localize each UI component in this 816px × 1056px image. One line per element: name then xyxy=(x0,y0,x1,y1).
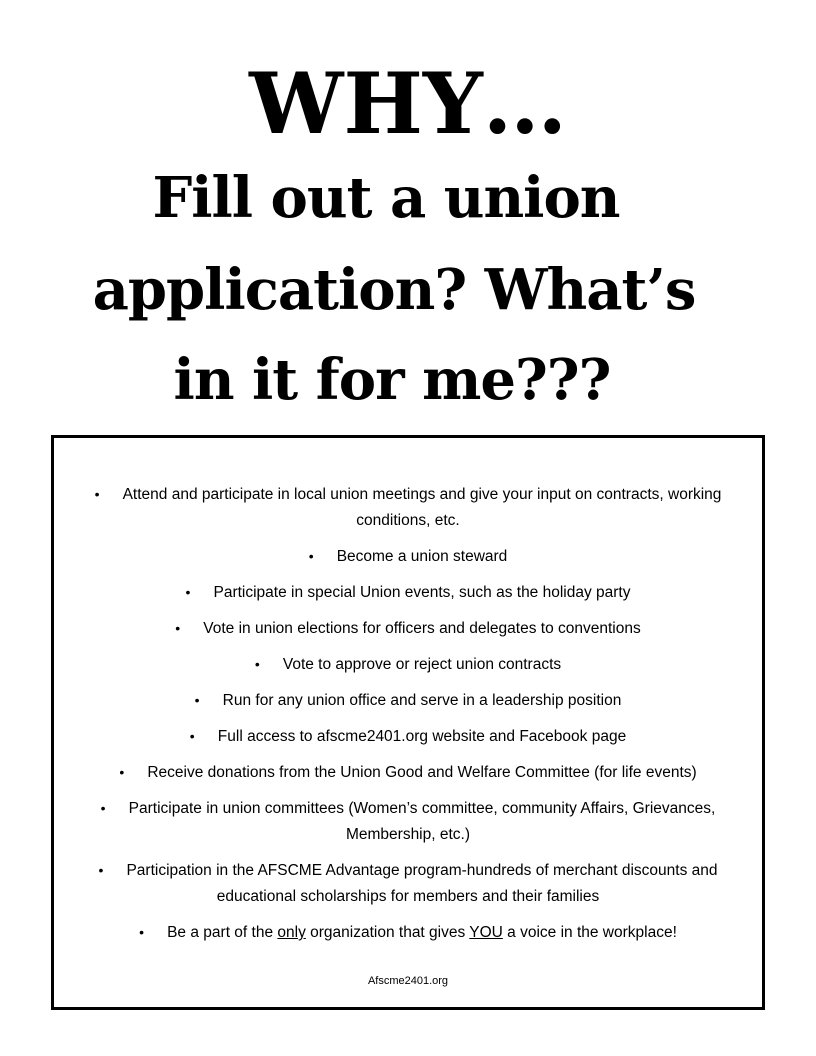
benefits-box xyxy=(51,435,765,1010)
headline-line-2: application? What’s xyxy=(92,257,696,323)
bullet-icon: • xyxy=(100,800,106,816)
bullet-icon: • xyxy=(308,548,314,564)
benefit-text: Participation in the AFSCME Advantage program-hundreds of merchant discounts and educational scholarships for members and their families xyxy=(126,862,718,905)
benefit-text: Receive donations from the Union Good and Welfare Committee (for life events) xyxy=(147,764,697,781)
benefit-text: Participate in union committees (Women’s committee, community Affairs, Grievances, Membership, etc.) xyxy=(128,800,716,843)
list-item xyxy=(54,857,762,910)
benefit-text-part: a voice in the workplace! xyxy=(502,924,677,941)
bullet-icon: • xyxy=(119,764,125,780)
benefit-text: Become a union steward xyxy=(336,548,508,565)
benefit-text: Run for any union office and serve in a leadership position xyxy=(222,692,622,709)
list-item xyxy=(54,723,762,750)
headline-line-1: Fill out a union xyxy=(152,165,620,231)
bullet-icon: • xyxy=(254,656,260,672)
list-item xyxy=(54,651,762,678)
list-item xyxy=(54,481,762,534)
headline-line-3: in it for me??? xyxy=(173,347,611,413)
emphasis-you: YOU xyxy=(469,924,503,941)
bullet-icon: • xyxy=(175,620,181,636)
benefit-text: Participate in special Union events, such as the holiday party xyxy=(213,584,631,601)
benefit-text: Vote in union elections for officers and delegates to conventions xyxy=(203,620,641,637)
benefits-list xyxy=(54,481,762,955)
list-item xyxy=(54,543,762,570)
headline-why: WHY… xyxy=(249,54,567,153)
bullet-icon: • xyxy=(139,924,144,940)
list-item xyxy=(54,759,762,786)
benefit-text-part: Be a part of the xyxy=(167,924,278,941)
list-item xyxy=(54,579,762,606)
benefit-text: Attend and participate in local union meetings and give your input on contracts, working conditions, etc. xyxy=(122,486,722,529)
benefit-text-part: organization that gives xyxy=(305,924,470,941)
bullet-icon: • xyxy=(194,692,200,708)
list-item xyxy=(54,795,762,848)
bullet-icon: • xyxy=(185,584,191,600)
bullet-icon: • xyxy=(94,486,100,502)
emphasis-only: only xyxy=(277,924,306,941)
bullet-icon: • xyxy=(98,862,104,878)
list-item xyxy=(54,687,762,714)
list-item xyxy=(54,615,762,642)
list-item xyxy=(54,919,762,946)
benefit-text: Vote to approve or reject union contracts xyxy=(282,656,562,673)
footer-website: Afscme2401.org xyxy=(367,975,449,987)
bullet-icon: • xyxy=(189,728,195,744)
benefit-text: Full access to afscme2401.org website and Facebook page xyxy=(217,728,627,745)
